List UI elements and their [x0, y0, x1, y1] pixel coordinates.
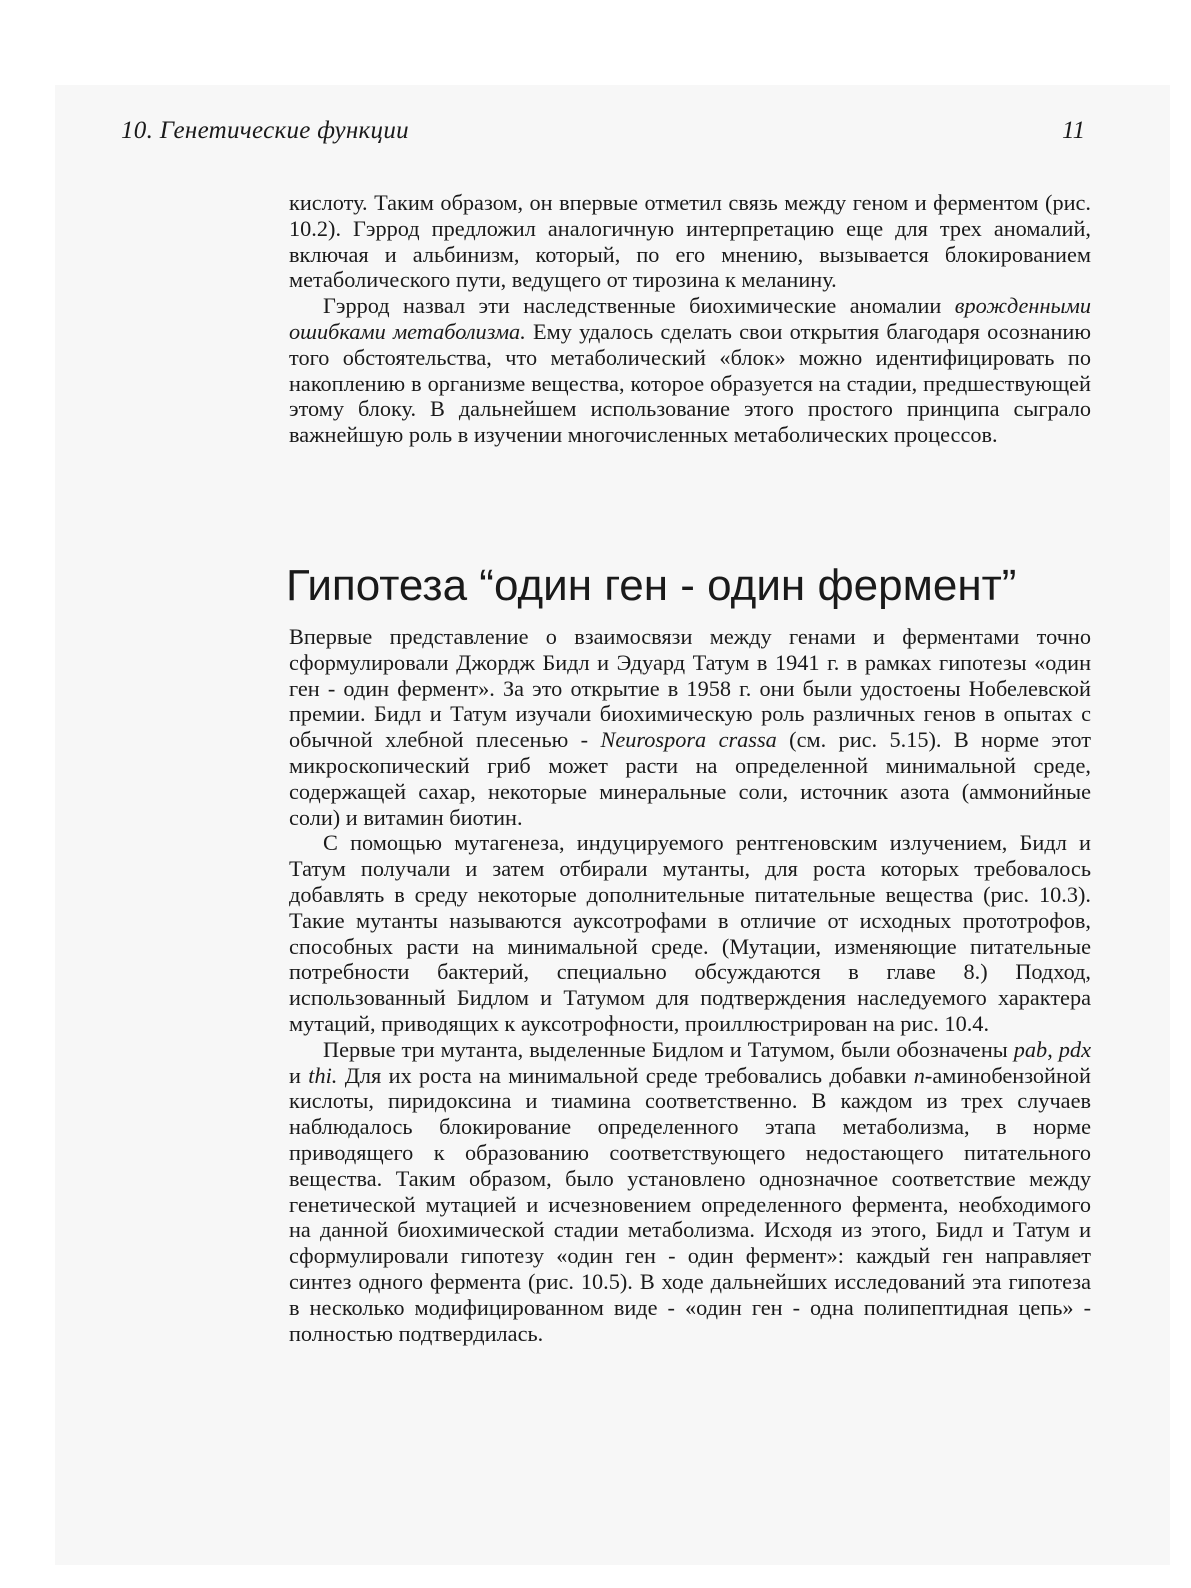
- italic-term: n: [913, 1062, 925, 1088]
- body-text: (см. рис. 5.15). В норме этот микроскопический гриб может расти на определенной минимальной среде, содержащей сахар, некоторые минеральные соли, источник азота (аммонийные соли) и витамин биотин.: [289, 727, 1091, 830]
- italic-term: pab: [1013, 1036, 1048, 1062]
- text-block-main: [289, 624, 1091, 1346]
- body-text: ,: [1047, 1036, 1059, 1062]
- paragraph-garrod: [289, 293, 1091, 448]
- body-text: кислоту. Таким образом, он впервые отметил связь между геном и ферментом (рис. 10.2). Гэррод предложил аналогичную интерпретацию еще для трех аномалий, включая и альбинизм, который, по его мнению, вызывается блокированием метаболического пути, ведущего от тирозина к меланину.: [289, 190, 1091, 293]
- section-heading: Гипотеза “один ген - один фермент”: [286, 561, 1017, 610]
- body-text: Первые три мутанта, выделенные Бидлом и Татумом, были обозначены: [323, 1036, 1014, 1062]
- body-text: и: [289, 1062, 309, 1088]
- italic-term: Neurospora crassa: [600, 727, 777, 753]
- body-text: Гэррод назвал эти наследственные биохимические аномалии: [323, 293, 955, 319]
- paragraph-first-mutants: [289, 1037, 1091, 1347]
- body-text: С помощью мутагенеза, индуцируемого рентгеновским излучением, Бидл и Татум получали и затем отбирали мутанты, для роста которых требовалось добавлять в среду некоторые дополнительные питательные вещества (рис. 10.3). Такие мутанты называются ауксотрофами в отличие от исходных прототрофов, способных расти на минимальной среде. (Мутации, изменяющие питательные потребности бактерий, специально обсуждаются в главе 8.) Подход, использованный Бидлом и Татумом для подтверждения наследуемого характера мутаций, приводящих к ауксотрофности, проиллюстрирован на рис. 10.4.: [289, 830, 1091, 1036]
- paragraph-mutagenesis: [289, 830, 1091, 1036]
- body-text: Впервые представление о взаимосвязи между генами и ферментами точно сформулировали Джордж Бидл и Эдуард Татум в 1941 г. в рамках гипотезы «один ген - один фермент». За это открытие в 1958 г. они были удостоены Нобелевской премии. Бидл и Татум изучали биохимическую роль различных генов в опытах с обычной хлебной плесенью -: [289, 624, 1091, 753]
- page-number: 11: [1062, 117, 1086, 144]
- body-text: Ему удалось сделать свои открытия благодаря осознанию того обстоятельства, что метаболический «блок» можно идентифицировать по накоплению в организме вещества, которое образуется на стадии, предшествующей этому блоку. В дальнейшем использование этого простого принципа сыграло важнейшую роль в изучении многочисленных метаболических процессов.: [289, 318, 1092, 448]
- text-block-top: [289, 190, 1091, 448]
- italic-term: thi.: [308, 1062, 338, 1088]
- running-head: 10. Генетические функции: [121, 117, 409, 144]
- paragraph-continued: [289, 190, 1091, 293]
- body-text: -аминобензойной кислоты, пиридоксина и тиамина соответственно. В каждом из трех случаев наблюдалось блокирование определенного этапа метаболизма, в норме приводящего к образованию соответствующего недостающего питательного вещества. Таким образом, было установлено однозначное соответствие между генетической мутацией и исчезновением определенного фермента, необходимого на данной биохимической стадии метаболизма. Исходя из этого, Бидл и Татум и сформулировали гипотезу «один ген - один фермент»: каждый ген направляет синтез одного фермента (рис. 10.5). В ходе дальнейших исследований эта гипотеза в несколько модифицированном виде - «один ген - одна полипептидная цепь» - полностью подтвердилась.: [289, 1062, 1091, 1346]
- paragraph-beadle-tatum: [289, 624, 1091, 830]
- italic-term: врожденными ошибками метаболизма.: [289, 293, 1091, 344]
- body-text: Для их роста на минимальной среде требовались добавки: [337, 1062, 914, 1088]
- italic-term: pdx: [1058, 1036, 1091, 1062]
